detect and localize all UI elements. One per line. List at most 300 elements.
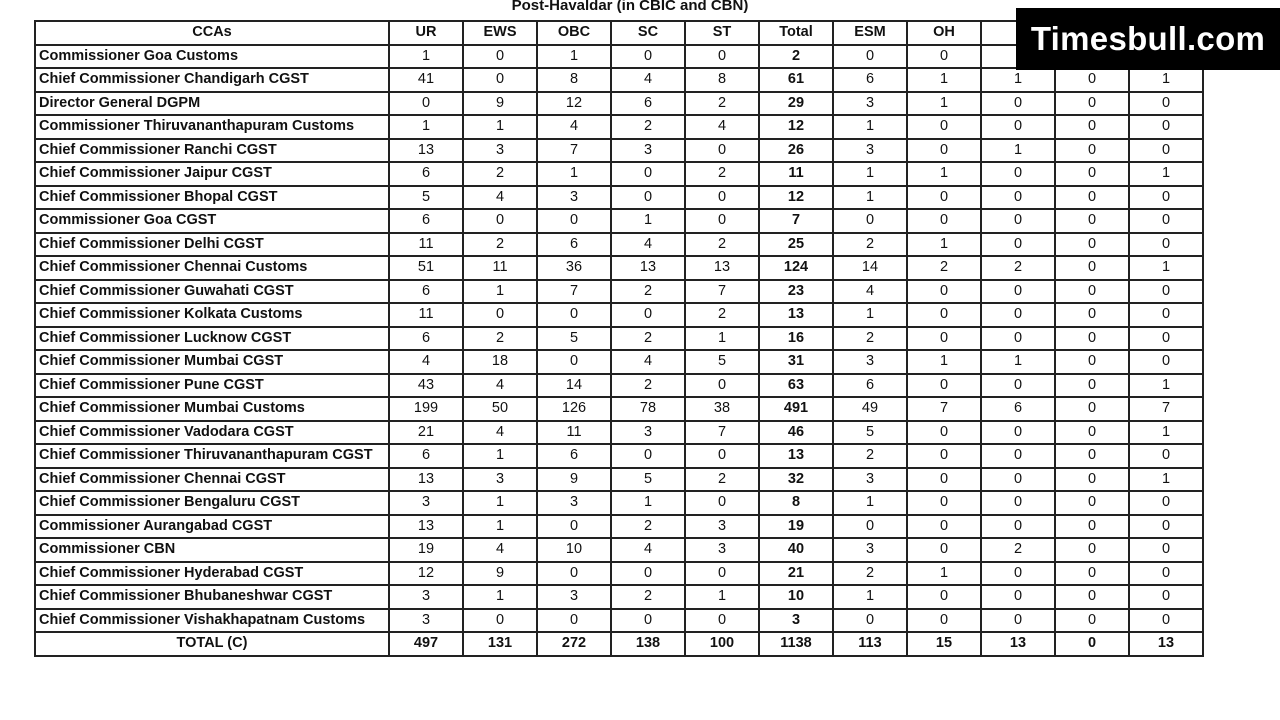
value-cell: 2	[833, 233, 907, 257]
value-cell: 7	[685, 421, 759, 445]
value-cell: 0	[611, 562, 685, 586]
value-cell: 1	[833, 491, 907, 515]
table-row	[35, 609, 1203, 633]
value-cell: 3	[833, 468, 907, 492]
cca-name-cell: Chief Commissioner Kolkata Customs	[35, 303, 389, 327]
cca-name-cell: Chief Commissioner Jaipur CGST	[35, 162, 389, 186]
value-cell: 12	[537, 92, 611, 116]
value-cell: 0	[685, 562, 759, 586]
value-cell: 0	[907, 468, 981, 492]
column-header: EWS	[463, 21, 537, 45]
value-cell: 2	[611, 327, 685, 351]
value-cell: 6	[981, 397, 1055, 421]
value-cell: 13	[389, 468, 463, 492]
table-row	[35, 397, 1203, 421]
value-cell: 0	[1055, 92, 1129, 116]
value-cell: 0	[685, 374, 759, 398]
value-cell: 6	[389, 280, 463, 304]
value-cell: 0	[833, 45, 907, 69]
cca-name-cell: Chief Commissioner Vadodara CGST	[35, 421, 389, 445]
value-cell: 124	[759, 256, 833, 280]
value-cell: 1	[833, 115, 907, 139]
value-cell: 0	[1129, 491, 1203, 515]
value-cell: 0	[907, 444, 981, 468]
value-cell: 12	[759, 115, 833, 139]
value-cell: 2	[833, 562, 907, 586]
value-cell: 0	[1055, 209, 1129, 233]
value-cell: 26	[759, 139, 833, 163]
cca-name-cell: Chief Commissioner Chennai CGST	[35, 468, 389, 492]
value-cell: 0	[907, 585, 981, 609]
value-cell: 0	[1129, 350, 1203, 374]
value-cell: 40	[759, 538, 833, 562]
value-cell: 0	[981, 115, 1055, 139]
value-cell: 36	[537, 256, 611, 280]
value-cell: 2	[981, 538, 1055, 562]
cca-name-cell: Chief Commissioner Chandigarh CGST	[35, 68, 389, 92]
value-cell: 0	[1055, 139, 1129, 163]
value-cell: 0	[611, 444, 685, 468]
cca-name-cell: Chief Commissioner Delhi CGST	[35, 233, 389, 257]
total-value-cell: 100	[685, 632, 759, 656]
value-cell: 6	[389, 327, 463, 351]
value-cell: 7	[1129, 397, 1203, 421]
value-cell: 78	[611, 397, 685, 421]
column-header: OH	[907, 21, 981, 45]
value-cell: 2	[611, 585, 685, 609]
table-row	[35, 491, 1203, 515]
value-cell: 199	[389, 397, 463, 421]
cca-name-cell: Chief Commissioner Bengaluru CGST	[35, 491, 389, 515]
cca-name-cell: Chief Commissioner Lucknow CGST	[35, 327, 389, 351]
total-value-cell: 113	[833, 632, 907, 656]
value-cell: 3	[537, 491, 611, 515]
value-cell: 2	[981, 256, 1055, 280]
total-value-cell: 131	[463, 632, 537, 656]
value-cell: 0	[1055, 350, 1129, 374]
value-cell: 0	[389, 92, 463, 116]
value-cell: 0	[1055, 327, 1129, 351]
value-cell: 11	[759, 162, 833, 186]
value-cell: 1	[463, 515, 537, 539]
value-cell: 3	[389, 491, 463, 515]
cca-name-cell: Chief Commissioner Chennai Customs	[35, 256, 389, 280]
value-cell: 3	[537, 186, 611, 210]
value-cell: 0	[1055, 585, 1129, 609]
value-cell: 7	[537, 139, 611, 163]
value-cell: 3	[537, 585, 611, 609]
value-cell: 13	[611, 256, 685, 280]
value-cell: 0	[907, 374, 981, 398]
column-header: CCAs	[35, 21, 389, 45]
value-cell: 2	[685, 233, 759, 257]
value-cell: 0	[907, 115, 981, 139]
value-cell: 0	[981, 327, 1055, 351]
value-cell: 12	[759, 186, 833, 210]
value-cell: 50	[463, 397, 537, 421]
value-cell: 5	[685, 350, 759, 374]
value-cell: 3	[685, 538, 759, 562]
value-cell: 0	[1055, 233, 1129, 257]
value-cell: 0	[537, 303, 611, 327]
value-cell: 0	[1129, 444, 1203, 468]
value-cell: 1	[981, 350, 1055, 374]
value-cell: 0	[611, 162, 685, 186]
value-cell: 0	[1055, 303, 1129, 327]
value-cell: 1	[907, 233, 981, 257]
value-cell: 4	[537, 115, 611, 139]
value-cell: 2	[685, 162, 759, 186]
value-cell: 1	[833, 303, 907, 327]
column-header: UR	[389, 21, 463, 45]
value-cell: 6	[389, 444, 463, 468]
value-cell: 14	[537, 374, 611, 398]
cca-name-cell: Commissioner Goa CGST	[35, 209, 389, 233]
value-cell: 0	[463, 609, 537, 633]
total-value-cell: 13	[1129, 632, 1203, 656]
value-cell: 2	[463, 233, 537, 257]
value-cell: 0	[907, 538, 981, 562]
value-cell: 2	[611, 374, 685, 398]
value-cell: 0	[1055, 421, 1129, 445]
value-cell: 7	[685, 280, 759, 304]
value-cell: 6	[389, 209, 463, 233]
value-cell: 4	[463, 421, 537, 445]
value-cell: 0	[907, 515, 981, 539]
value-cell: 0	[1055, 162, 1129, 186]
value-cell: 1	[833, 186, 907, 210]
value-cell: 0	[463, 209, 537, 233]
value-cell: 11	[389, 233, 463, 257]
value-cell: 1	[833, 162, 907, 186]
value-cell: 1	[981, 139, 1055, 163]
value-cell: 19	[759, 515, 833, 539]
timesbull-watermark: Timesbull.com	[1016, 8, 1280, 70]
value-cell: 0	[907, 491, 981, 515]
value-cell: 6	[833, 374, 907, 398]
value-cell: 1	[611, 491, 685, 515]
value-cell: 2	[685, 303, 759, 327]
total-label: TOTAL (C)	[35, 632, 389, 656]
value-cell: 1	[1129, 468, 1203, 492]
value-cell: 4	[685, 115, 759, 139]
value-cell: 0	[1129, 92, 1203, 116]
table-row	[35, 186, 1203, 210]
value-cell: 0	[833, 515, 907, 539]
table-row	[35, 256, 1203, 280]
table-row	[35, 421, 1203, 445]
value-cell: 0	[685, 609, 759, 633]
value-cell: 2	[611, 280, 685, 304]
value-cell: 4	[611, 538, 685, 562]
value-cell: 3	[685, 515, 759, 539]
value-cell: 1	[537, 45, 611, 69]
value-cell: 0	[537, 350, 611, 374]
value-cell: 7	[759, 209, 833, 233]
column-header: Total	[759, 21, 833, 45]
value-cell: 9	[537, 468, 611, 492]
value-cell: 0	[1129, 280, 1203, 304]
cca-name-cell: Director General DGPM	[35, 92, 389, 116]
value-cell: 0	[1055, 186, 1129, 210]
value-cell: 1	[907, 68, 981, 92]
value-cell: 0	[1129, 303, 1203, 327]
value-cell: 0	[537, 562, 611, 586]
value-cell: 1	[463, 585, 537, 609]
value-cell: 0	[1055, 468, 1129, 492]
value-cell: 0	[981, 162, 1055, 186]
value-cell: 0	[833, 209, 907, 233]
value-cell: 0	[907, 609, 981, 633]
value-cell: 0	[981, 186, 1055, 210]
total-value-cell: 15	[907, 632, 981, 656]
value-cell: 0	[1055, 515, 1129, 539]
total-value-cell: 1138	[759, 632, 833, 656]
value-cell: 1	[907, 562, 981, 586]
value-cell: 0	[1055, 280, 1129, 304]
value-cell: 0	[981, 515, 1055, 539]
value-cell: 1	[907, 162, 981, 186]
table-row	[35, 444, 1203, 468]
value-cell: 0	[685, 444, 759, 468]
value-cell: 3	[611, 139, 685, 163]
value-cell: 0	[685, 139, 759, 163]
value-cell: 2	[833, 444, 907, 468]
value-cell: 0	[1055, 397, 1129, 421]
value-cell: 1	[1129, 162, 1203, 186]
value-cell: 0	[981, 491, 1055, 515]
value-cell: 49	[833, 397, 907, 421]
column-header: SC	[611, 21, 685, 45]
table-row	[35, 538, 1203, 562]
value-cell: 2	[463, 162, 537, 186]
value-cell: 1	[685, 585, 759, 609]
value-cell: 0	[1129, 327, 1203, 351]
value-cell: 0	[907, 421, 981, 445]
value-cell: 0	[463, 45, 537, 69]
value-cell: 0	[1055, 562, 1129, 586]
value-cell: 13	[389, 515, 463, 539]
value-cell: 1	[463, 280, 537, 304]
value-cell: 4	[389, 350, 463, 374]
value-cell: 12	[389, 562, 463, 586]
value-cell: 0	[1055, 538, 1129, 562]
value-cell: 6	[833, 68, 907, 92]
value-cell: 0	[981, 562, 1055, 586]
table-row	[35, 162, 1203, 186]
value-cell: 6	[611, 92, 685, 116]
value-cell: 3	[833, 538, 907, 562]
value-cell: 0	[981, 421, 1055, 445]
page-title: Post-Havaldar (in CBIC and CBN)	[511, 0, 749, 14]
value-cell: 46	[759, 421, 833, 445]
cca-name-cell: Commissioner Aurangabad CGST	[35, 515, 389, 539]
value-cell: 25	[759, 233, 833, 257]
value-cell: 0	[611, 186, 685, 210]
value-cell: 1	[685, 327, 759, 351]
value-cell: 3	[833, 139, 907, 163]
table-row	[35, 515, 1203, 539]
value-cell: 2	[685, 92, 759, 116]
value-cell: 0	[981, 92, 1055, 116]
cca-name-cell: Commissioner Thiruvananthapuram Customs	[35, 115, 389, 139]
table-row	[35, 115, 1203, 139]
value-cell: 7	[537, 280, 611, 304]
value-cell: 0	[537, 209, 611, 233]
value-cell: 0	[1129, 515, 1203, 539]
cca-name-cell: Chief Commissioner Mumbai Customs	[35, 397, 389, 421]
value-cell: 61	[759, 68, 833, 92]
value-cell: 6	[537, 233, 611, 257]
value-cell: 1	[1129, 68, 1203, 92]
value-cell: 8	[759, 491, 833, 515]
value-cell: 0	[685, 186, 759, 210]
value-cell: 43	[389, 374, 463, 398]
table-row	[35, 209, 1203, 233]
cca-name-cell: Chief Commissioner Mumbai CGST	[35, 350, 389, 374]
table-row	[35, 327, 1203, 351]
value-cell: 0	[1055, 444, 1129, 468]
cca-name-cell: Commissioner CBN	[35, 538, 389, 562]
cca-name-cell: Chief Commissioner Ranchi CGST	[35, 139, 389, 163]
total-value-cell: 138	[611, 632, 685, 656]
value-cell: 14	[833, 256, 907, 280]
value-cell: 0	[611, 45, 685, 69]
value-cell: 13	[685, 256, 759, 280]
value-cell: 2	[463, 327, 537, 351]
value-cell: 0	[981, 233, 1055, 257]
value-cell: 1	[981, 68, 1055, 92]
cca-name-cell: Commissioner Goa Customs	[35, 45, 389, 69]
value-cell: 0	[463, 303, 537, 327]
total-value-cell: 497	[389, 632, 463, 656]
value-cell: 0	[1055, 115, 1129, 139]
value-cell: 6	[389, 162, 463, 186]
value-cell: 0	[907, 139, 981, 163]
cca-name-cell: Chief Commissioner Hyderabad CGST	[35, 562, 389, 586]
value-cell: 491	[759, 397, 833, 421]
value-cell: 4	[833, 280, 907, 304]
total-value-cell: 0	[1055, 632, 1129, 656]
value-cell: 1	[389, 115, 463, 139]
value-cell: 11	[463, 256, 537, 280]
value-cell: 13	[759, 303, 833, 327]
value-cell: 0	[981, 444, 1055, 468]
value-cell: 2	[611, 515, 685, 539]
value-cell: 0	[1129, 209, 1203, 233]
table-row	[35, 68, 1203, 92]
value-cell: 0	[1129, 585, 1203, 609]
value-cell: 0	[981, 303, 1055, 327]
value-cell: 0	[1129, 538, 1203, 562]
value-cell: 0	[907, 209, 981, 233]
value-cell: 3	[463, 139, 537, 163]
value-cell: 126	[537, 397, 611, 421]
value-cell: 3	[389, 609, 463, 633]
value-cell: 0	[981, 280, 1055, 304]
value-cell: 0	[981, 468, 1055, 492]
column-header: OBC	[537, 21, 611, 45]
value-cell: 41	[389, 68, 463, 92]
value-cell: 0	[907, 303, 981, 327]
value-cell: 0	[981, 585, 1055, 609]
table-row	[35, 92, 1203, 116]
value-cell: 0	[1055, 68, 1129, 92]
value-cell: 2	[685, 468, 759, 492]
value-cell: 3	[463, 468, 537, 492]
table-row	[35, 374, 1203, 398]
total-value-cell: 272	[537, 632, 611, 656]
value-cell: 5	[537, 327, 611, 351]
total-value-cell: 13	[981, 632, 1055, 656]
cca-name-cell: Chief Commissioner Thiruvananthapuram CGST	[35, 444, 389, 468]
value-cell: 1	[1129, 256, 1203, 280]
value-cell: 0	[1055, 374, 1129, 398]
value-cell: 63	[759, 374, 833, 398]
cca-name-cell: Chief Commissioner Pune CGST	[35, 374, 389, 398]
value-cell: 10	[537, 538, 611, 562]
value-cell: 32	[759, 468, 833, 492]
value-cell: 0	[1055, 491, 1129, 515]
value-cell: 10	[759, 585, 833, 609]
value-cell: 21	[389, 421, 463, 445]
value-cell: 1	[463, 444, 537, 468]
value-cell: 9	[463, 562, 537, 586]
cca-name-cell: Chief Commissioner Bhubaneshwar CGST	[35, 585, 389, 609]
value-cell: 13	[389, 139, 463, 163]
value-cell: 38	[685, 397, 759, 421]
value-cell: 4	[463, 186, 537, 210]
value-cell: 0	[1129, 609, 1203, 633]
value-cell: 5	[611, 468, 685, 492]
value-cell: 11	[389, 303, 463, 327]
table-row	[35, 233, 1203, 257]
value-cell: 0	[611, 609, 685, 633]
value-cell: 0	[981, 209, 1055, 233]
value-cell: 3	[611, 421, 685, 445]
value-cell: 7	[907, 397, 981, 421]
value-cell: 51	[389, 256, 463, 280]
value-cell: 5	[833, 421, 907, 445]
value-cell: 0	[685, 491, 759, 515]
table-row	[35, 562, 1203, 586]
value-cell: 1	[833, 585, 907, 609]
value-cell: 29	[759, 92, 833, 116]
value-cell: 1	[463, 491, 537, 515]
value-cell: 4	[611, 233, 685, 257]
value-cell: 0	[1129, 115, 1203, 139]
value-cell: 0	[907, 280, 981, 304]
value-cell: 3	[389, 585, 463, 609]
value-cell: 4	[463, 374, 537, 398]
value-cell: 11	[537, 421, 611, 445]
value-cell: 2	[833, 327, 907, 351]
value-cell: 4	[611, 350, 685, 374]
value-cell: 8	[537, 68, 611, 92]
column-header: ESM	[833, 21, 907, 45]
value-cell: 1	[907, 350, 981, 374]
value-cell: 16	[759, 327, 833, 351]
table-row	[35, 139, 1203, 163]
total-row	[35, 632, 1203, 656]
value-cell: 23	[759, 280, 833, 304]
value-cell: 1	[907, 92, 981, 116]
cca-name-cell: Chief Commissioner Guwahati CGST	[35, 280, 389, 304]
column-header: ST	[685, 21, 759, 45]
value-cell: 0	[1129, 139, 1203, 163]
table-body	[35, 45, 1203, 656]
value-cell: 0	[537, 609, 611, 633]
